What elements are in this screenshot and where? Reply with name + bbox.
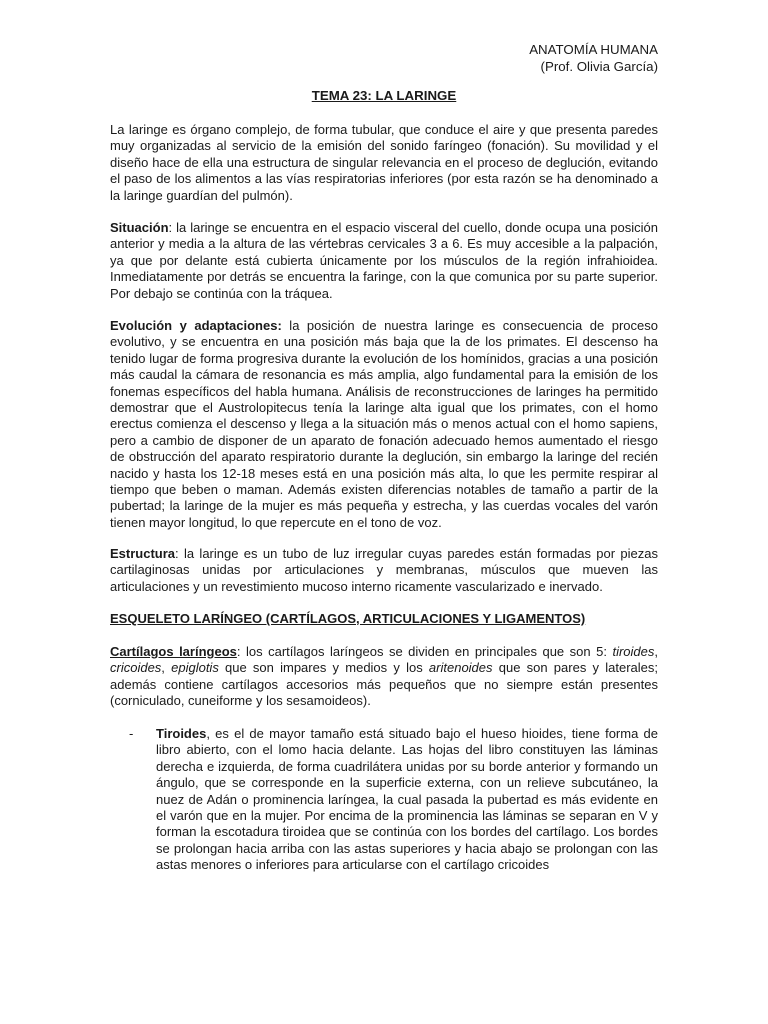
term-aritenoides: aritenoides: [428, 660, 493, 676]
cartilagos-text-4: que son impares y medios y los: [218, 660, 429, 676]
cartilagos-text-5: que son pares y laterales; además contiene cartílagos accesorios más pequeños que no siempre están presentes (corniculado, cuneiforme y los sesamoideos).: [110, 660, 658, 709]
cartilagos-text-3: ,: [161, 660, 172, 676]
term-epiglotis: epiglotis: [171, 660, 219, 676]
document-title: TEMA 23: LA LARINGE: [311, 88, 457, 103]
list-dash: -: [129, 726, 134, 741]
estructura-label: Estructura: [110, 546, 176, 561]
skeleton-heading: ESQUELETO LARÍNGEO (CARTÍLAGOS, ARTICULACIONES Y LIGAMENTOS): [110, 611, 586, 626]
cartilagos-text-2: ,: [654, 644, 658, 659]
intro-text: La laringe es órgano complejo, de forma tubular, que conduce el aire y que presenta paredes muy organizadas al servicio de la emisión del sonido faríngeo (fonación). Su movilidad y el diseño hace de ella una estructura de singular relevancia en el proceso de deglución, evitando el paso de los alimentos a las vías respiratorias inferiores (por esta razón se ha denominado a la laringe guardían del pulmón).: [110, 122, 658, 203]
tiroides-label: Tiroides: [156, 726, 207, 741]
section-heading: [110, 611, 658, 627]
term-cricoides: cricoides: [110, 660, 162, 676]
cartilagos-text-1: : los cartílagos laríngeos se dividen en principales que son 5:: [236, 644, 613, 659]
page-header: [529, 41, 658, 75]
intro-paragraph: [110, 122, 658, 204]
estructura-paragraph: [110, 546, 658, 595]
estructura-text: : la laringe es un tubo de luz irregular cuyas paredes están formadas por piezas cartilaginosas unidas por articulaciones y membranas, músculos que mueven las articulaciones y un revestimiento mucoso interno ricamente vascularizado e inervado.: [110, 546, 658, 594]
course-name: ANATOMÍA HUMANA: [529, 42, 658, 57]
evolucion-paragraph: [110, 318, 658, 531]
evolucion-label: Evolución y adaptaciones:: [110, 318, 282, 333]
situacion-paragraph: [110, 220, 658, 302]
list-item-tiroides: [131, 726, 658, 874]
tiroides-text: , es el de mayor tamaño está situado bajo el hueso hioides, tiene forma de libro abierto, con el lomo hacia delante. Las hojas del libro constituyen las láminas derecha e izquierda, de forma cuadrilátera unidas por su borde anterior y formando un ángulo, que se corresponde en la superficie externa, con un relieve subcutáneo, la nuez de Adán o prominencia laríngea, la cual pasada la pubertad es más evidente en el varón que en la mujer. Por encima de la prominencia las láminas se separan en V y forman la escotadura tiroidea que se continúa con los bordes del cartílago. Los bordes se prolongan hacia arriba con las astas superiores y hacia abajo se prolongan con las astas menores o inferiores para articularse con el cartílago cricoides: [156, 726, 658, 873]
situacion-label: Situación: [110, 220, 169, 235]
term-tiroides: tiroides: [612, 644, 655, 659]
cartilagos-paragraph: [110, 644, 658, 710]
professor-name: (Prof. Olivia García): [540, 59, 658, 74]
evolucion-text: la posición de nuestra laringe es consecuencia de proceso evolutivo, y se encuentra en una posición más baja que la de los primates. El descenso ha tenido lugar de forma progresiva durante la evolución de los homínidos, gracias a una posición más caudal la cámara de resonancia es más amplia, algo fundamental para la emisión de los fonemas específicos del habla humana. Análisis de reconstrucciones de laringes ha permitido demostrar que el Austrolopitecus tenía la laringe alta igual que los primates, con el homo erectus comienza el descenso y llega a la situación más o menos actual con el homo sapiens, pero a cambio de disponer de un aparato de fonación adecuado hemos aumentado el riesgo de obstrucción del aparato respiratorio durante la deglución, sin embargo la laringe del recién nacido y hasta los 12-18 meses está en una posición más alta, lo que les permite respirar al tiempo que beben o maman. Además existen diferencias notables de tamaño a partir de la pubertad; la laringe de la mujer es más pequeña y estrecha, y las cuerdas vocales del varón tienen mayor longitud, lo que repercute en el tono de voz.: [110, 318, 658, 530]
situacion-text: : la laringe se encuentra en el espacio visceral del cuello, donde ocupa una posición anterior y media a la altura de las vértebras cervicales 3 a 6. Es muy accesible a la palpación, ya que por delante está cubierta únicamente por los músculos de la región infrahioidea. Inmediatamente por detrás se encuentra la faringe, con la que comunica por su parte superior. Por debajo se continúa con la tráquea.: [110, 220, 658, 301]
cartilagos-label: Cartílagos laríngeos: [110, 644, 237, 659]
